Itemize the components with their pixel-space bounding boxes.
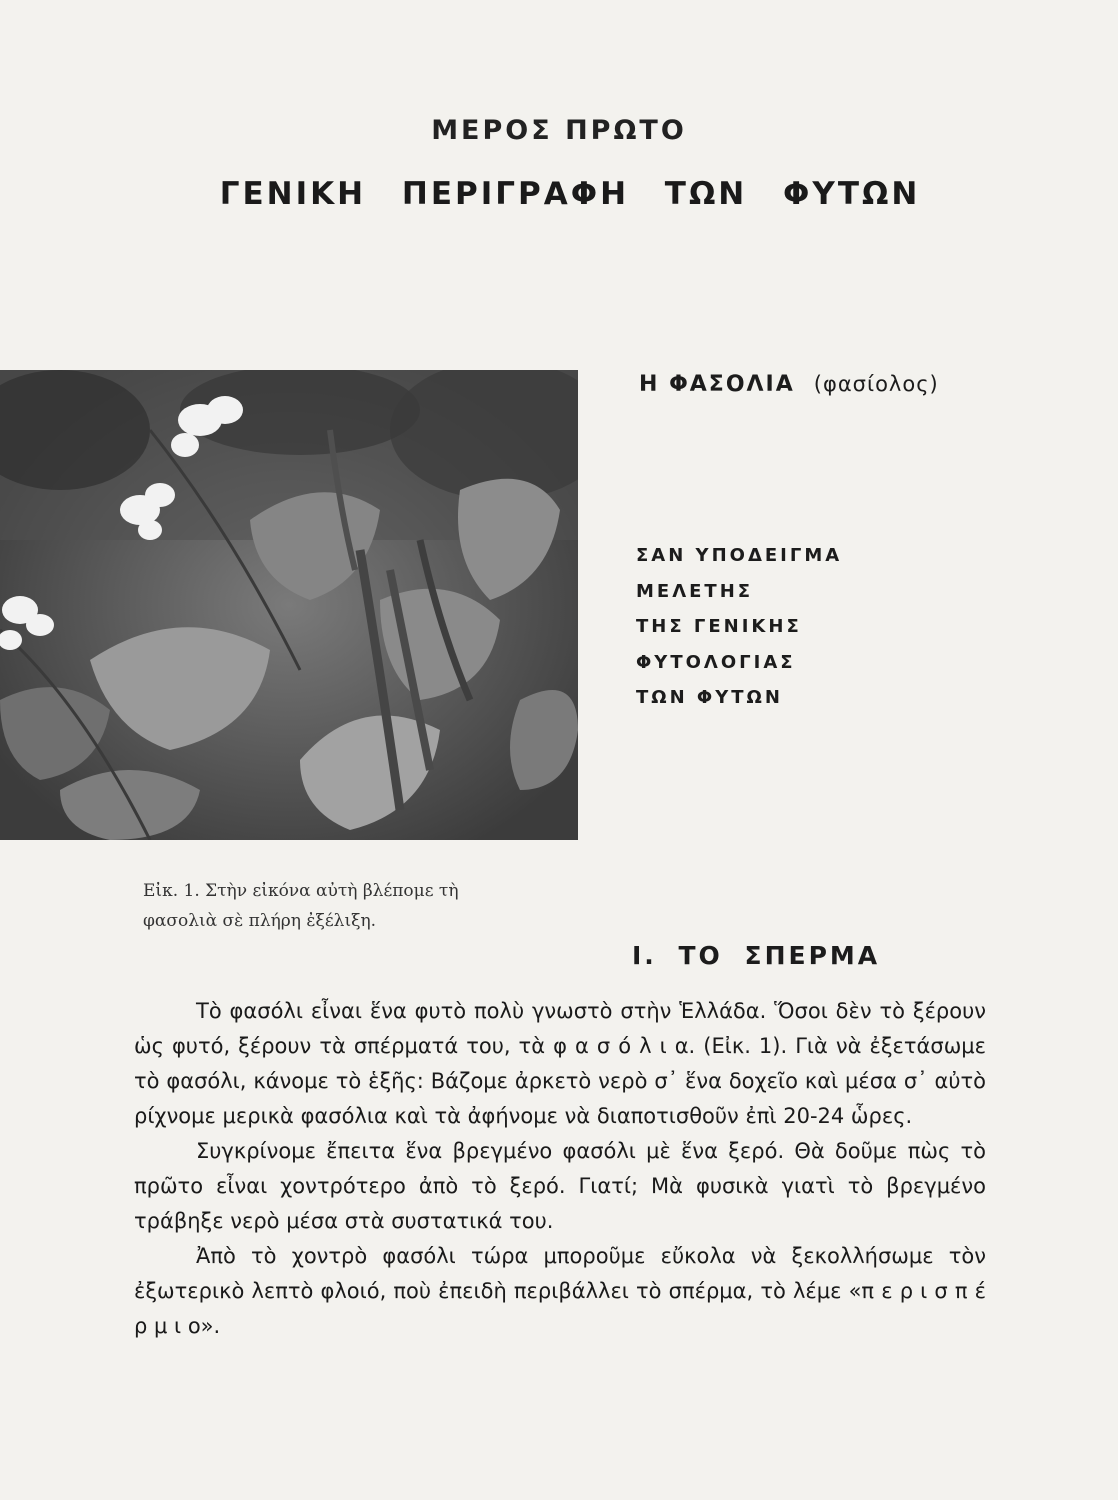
paragraph-2: Συγκρίνομε ἔπειτα ἕνα βρεγμένο φασόλι μὲ ἕνα ξερό. Θὰ δοῦμε πὼς τὸ πρῶτο εἶναι χοντρότερο ἀπὸ τὸ ξερό. Γιατί; Μὰ φυσικὰ γιατὶ τὸ βρεγμένο τράβηξε νερὸ μέσα στὰ συστατικά του. [134,1139,986,1233]
bean-plant-photo [0,370,578,840]
section-heading: Ι. ΤΟ ΣΠΕΡΜΑ [632,941,881,970]
side-line: ΦΥΤΟΛΟΓΙΑΣ [636,651,796,673]
plant-name [639,372,939,397]
side-line: ΜΕΛΕΤΗΣ [636,580,754,602]
body-text [134,994,986,1344]
paragraph-1: Τὸ φασόλι εἶναι ἕνα φυτὸ πολὺ γνωστὸ στὴν Ἑλλάδα. Ὅσοι δὲν τὸ ξέρουν ὡς φυτό, ξέρουν τὰ σπέρματά του, τὰ φ α σ ό λ ι α. (Εἰκ. 1). Γιὰ νὰ ἐξετάσωμε τὸ φασόλι, κάνομε τὸ ἑξῆς: Βάζομε ἀρκετὸ νερὸ σ᾽ ἕνα δοχεῖο καὶ μέσα σ᾽ αὐτὸ ρίχνομε μερικὰ φασόλια καὶ τὰ ἀφήνομε νὰ διαποτισθοῦν ἐπὶ 20-24 ὧρες. [134,999,986,1128]
paragraph-3: Ἀπὸ τὸ χοντρὸ φασόλι τώρα μποροῦμε εὔκολα νὰ ξεκολλήσωμε τὸν ἐξωτερικὸ λεπτὸ φλοιό, ποὺ ἐπειδὴ περιβάλλει τὸ σπέρμα, τὸ λέμε «π ε ρ ι σ π έ ρ μ ι ο». [134,1244,986,1338]
side-subtitle [636,538,842,716]
side-line: ΣΑΝ ΥΠΟΔΕΙΓΜΑ [636,545,843,566]
page-title: ΓΕΝΙΚΗ ΠΕΡΙΓΡΑΦΗ ΤΩΝ ΦΥΤΩΝ [219,176,921,212]
plant-common-name: Η ΦΑΣΟΛΙΑ [639,372,795,397]
caption-line-1: Εἰκ. 1. Στὴν εἰκόνα αὐτὴ βλέπομε τὴ [143,881,459,901]
side-line: ΤΗΣ ΓΕΝΙΚΗΣ [636,616,802,637]
caption-line-2: φασολιὰ σὲ πλήρη ἐξέλιξη. [143,911,377,931]
figure-caption [143,876,593,936]
plant-latin-name: (φασίολος) [813,372,939,396]
part-title: ΜΕΡΟΣ ΠΡΩΤΟ [431,115,687,146]
side-line: ΤΩΝ ΦΥΤΩΝ [636,687,783,708]
